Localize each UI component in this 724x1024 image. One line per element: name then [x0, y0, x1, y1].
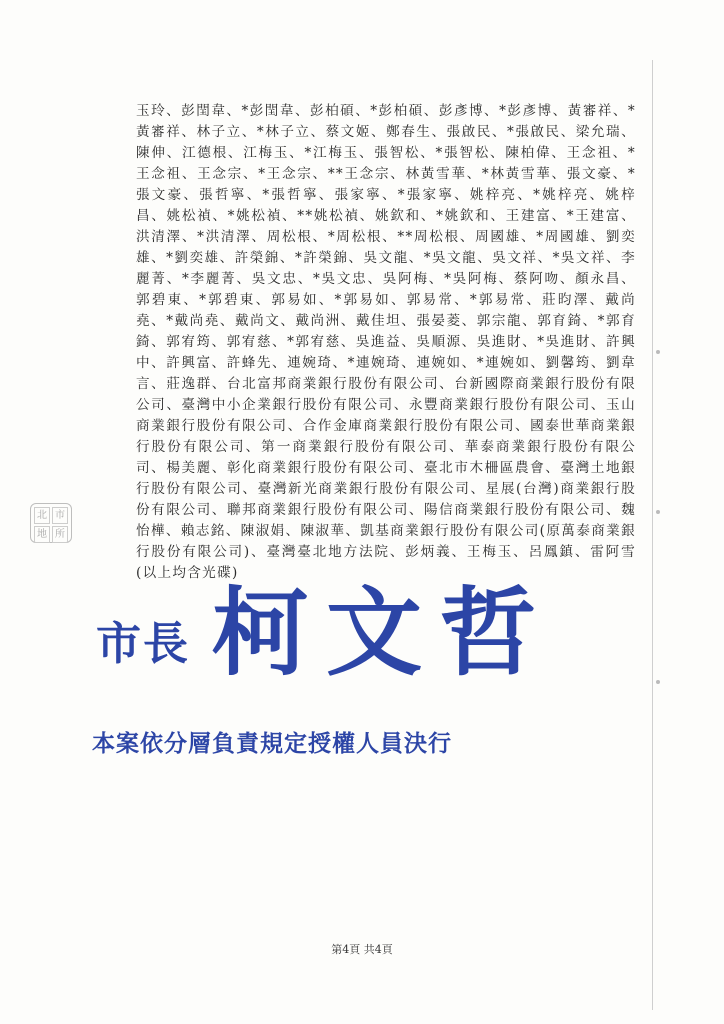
binding-hole-mark: [656, 350, 660, 354]
recipient-list-text: 玉玲、彭閏韋、*彭閏韋、彭柏碩、*彭柏碩、彭彥博、*彭彥博、黃審祥、*黃審祥、林子立、*林子立、蔡文姬、鄭春生、張啟民、*張啟民、梁允瑞、陳伸、江德根、江梅玉、*江梅玉、張智松、*張智松、陳柏偉、王念祖、*王念祖、王念宗、*王念宗、**王念宗、林黃雪華、*林黃雪華、張文豪、*張文豪、張哲寧、*張哲寧、張家寧、*張家寧、姚梓亮、*姚梓亮、姚梓昌、姚松禎、*姚松禎、**姚松禎、姚欽和、*姚欽和、王建富、*王建富、洪清澤、*洪清澤、周松根、*周松根、**周松根、周國雄、*周國雄、劉奕雄、*劉奕雄、許榮錦、*許榮錦、吳文龍、*吳文龍、吳文祥、*吳文祥、李麗菁、*李麗菁、吳文忠、*吳文忠、吳阿梅、*吳阿梅、蔡阿吻、顏永昌、郭碧東、*郭碧東、郭易如、*郭易如、郭易常、*郭易常、莊昀澤、戴尚堯、*戴尚堯、戴尚文、戴尚洲、戴佳坦、張晏菱、郭宗龍、郭育錡、*郭育錡、郭宥筠、郭宥慈、*郭宥慈、吳進益、吳順源、吳進財、*吳進財、許興中、許興富、許蜂先、連婉琦、*連婉琦、連婉如、*連婉如、劉馨筠、劉韋言、莊逸群、台北富邦商業銀行股份有限公司、台新國際商業銀行股份有限公司、臺灣中小企業銀行股份有限公司、永豐商業銀行股份有限公司、玉山商業銀行股份有限公司、合作金庫商業銀行股份有限公司、國泰世華商業銀行股份有限公司、第一商業銀行股份有限公司、華泰商業銀行股份有限公司、楊美麗、彰化商業銀行股份有限公司、臺北市木柵區農會、臺灣土地銀行股份有限公司、臺灣新光商業銀行股份有限公司、星展(台灣)商業銀行股份有限公司、聯邦商業銀行股份有限公司、陽信商業銀行股份有限公司、魏怡樺、賴志銘、陳淑娟、陳淑華、凱基商業銀行股份有限公司(原萬泰商業銀行股份有限公司)、臺灣臺北地方法院、彭炳義、王梅玉、呂鳳鎮、雷阿雪(以上均含光碟): [136, 103, 636, 581]
delegation-note: 本案依分層負責規定授權人員決行: [92, 730, 452, 757]
seal-char: 所: [52, 526, 68, 543]
seal-char: 北: [34, 507, 50, 524]
mayor-name-stamp: 柯文哲: [212, 576, 554, 689]
seal-char: 市: [52, 507, 68, 524]
mayor-title: 市長: [96, 617, 191, 670]
seal-char: 地: [34, 526, 50, 543]
binding-hole-mark: [656, 680, 660, 684]
page-number: 第4頁 共4頁: [331, 943, 393, 956]
page-edge-line: [652, 60, 653, 1010]
binding-hole-mark: [656, 510, 660, 514]
faded-seal-stamp: [30, 503, 72, 543]
